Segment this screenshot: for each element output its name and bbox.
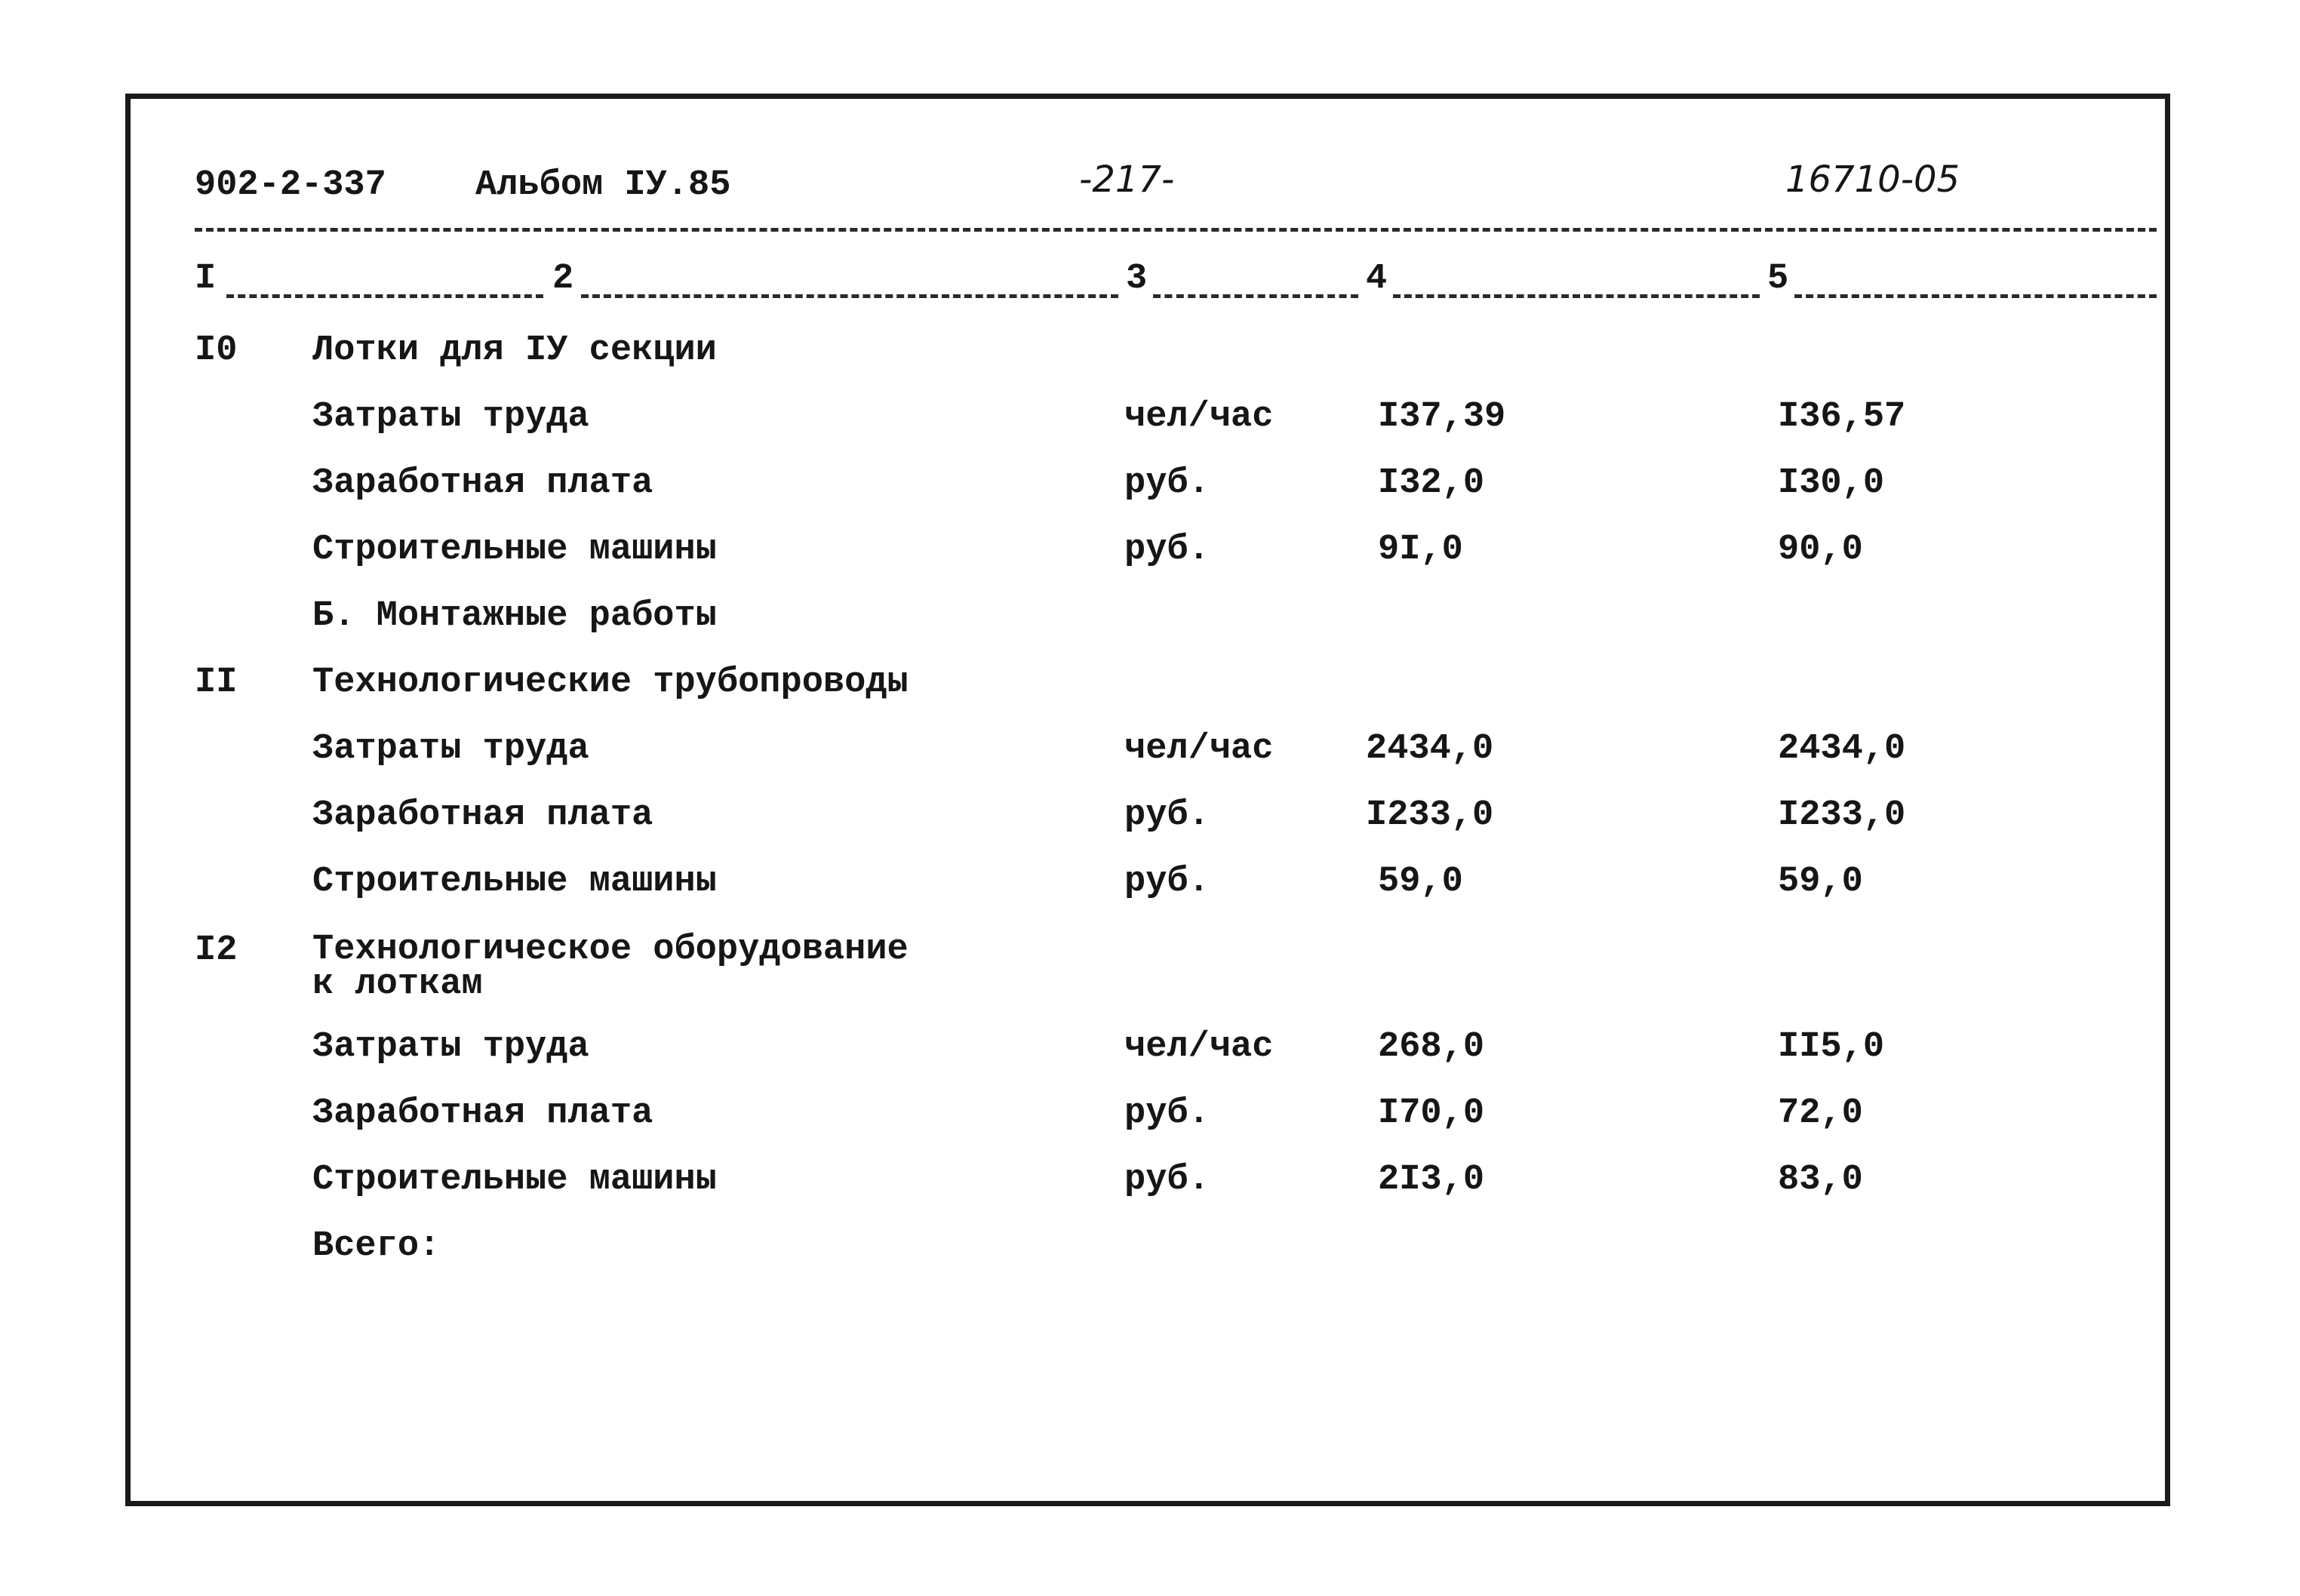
row-name: Заработная плата [312, 795, 653, 835]
row-name: Затраты труда [312, 729, 589, 769]
row-value-col5: I36,57 [1778, 397, 1906, 437]
row-name: Затраты труда [312, 397, 589, 437]
row-value-col5: 83,0 [1778, 1160, 1863, 1200]
row-value-col5: I233,0 [1778, 795, 1906, 835]
total-label: Всего: [312, 1226, 441, 1266]
row-name: Лотки для IУ секции [312, 331, 717, 371]
row-unit: руб. [1124, 1093, 1210, 1133]
row-value-col4: I32,0 [1378, 463, 1485, 503]
row-unit: руб. [1124, 1160, 1210, 1200]
album-title: Альбом IУ.85 [475, 165, 731, 205]
page-number: -217- [1079, 158, 1175, 201]
row-value-col4: 2I3,0 [1378, 1160, 1485, 1200]
column-number-4: 4 [1366, 259, 1388, 299]
row-name: Затраты труда [312, 1027, 589, 1067]
row-value-col4: 9I,0 [1378, 530, 1463, 570]
column-divider-dashes [1794, 294, 2157, 298]
row-name: Строительные машины [312, 862, 717, 902]
row-name: Заработная плата [312, 1093, 653, 1133]
row-name: Строительные машины [312, 530, 717, 570]
row-value-col5: 59,0 [1778, 862, 1863, 902]
row-value-col4: 268,0 [1378, 1027, 1485, 1067]
document-code: 902-2-337 [195, 165, 386, 205]
row-number: I0 [195, 331, 238, 371]
column-divider-dashes [226, 294, 543, 298]
section-heading: Б. Монтажные работы [312, 596, 717, 636]
row-name: Технологическое оборудование к лоткам [312, 930, 909, 1005]
row-number: II [195, 663, 238, 703]
column-number-1: I [195, 259, 217, 299]
row-name: Строительные машины [312, 1160, 717, 1200]
column-number-2: 2 [552, 259, 574, 299]
row-unit: руб. [1124, 463, 1210, 503]
row-value-col5: 2434,0 [1778, 729, 1906, 769]
row-value-col5: I30,0 [1778, 463, 1885, 503]
row-unit: чел/час [1124, 729, 1274, 769]
row-unit: руб. [1124, 530, 1210, 570]
row-value-col4: I70,0 [1378, 1093, 1485, 1133]
sheet-code: 16710-05 [1785, 158, 1960, 201]
row-value-col5: 90,0 [1778, 530, 1863, 570]
row-value-col4: 59,0 [1378, 862, 1463, 902]
row-value-col4: I233,0 [1366, 795, 1494, 835]
column-number-5: 5 [1767, 259, 1789, 299]
row-name: Технологические трубопроводы [312, 663, 909, 703]
row-number: I2 [195, 930, 238, 970]
row-unit: руб. [1124, 862, 1210, 902]
column-divider-dashes [1153, 294, 1358, 298]
column-divider-dashes [581, 294, 1118, 298]
header-separator [195, 228, 2157, 232]
row-unit: руб. [1124, 795, 1210, 835]
row-value-col4: 2434,0 [1366, 729, 1494, 769]
row-value-col4: I37,39 [1378, 397, 1506, 437]
row-value-col5: 72,0 [1778, 1093, 1863, 1133]
column-divider-dashes [1393, 294, 1760, 298]
row-unit: чел/час [1124, 397, 1274, 437]
column-number-3: 3 [1126, 259, 1148, 299]
row-value-col5: II5,0 [1778, 1027, 1885, 1067]
row-name: Заработная плата [312, 463, 653, 503]
row-unit: чел/час [1124, 1027, 1274, 1067]
